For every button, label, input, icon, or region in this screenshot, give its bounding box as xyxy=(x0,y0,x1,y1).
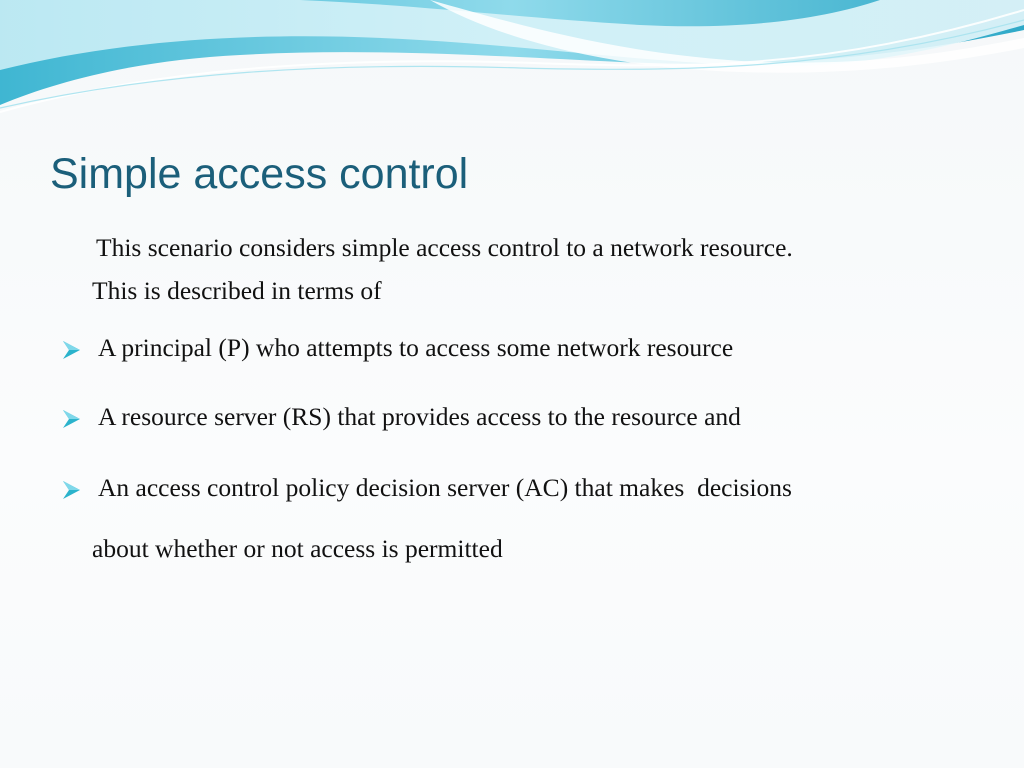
slide-title: Simple access control xyxy=(50,150,469,198)
bullet-continuation-text: about whether or not access is permitted xyxy=(92,534,503,563)
bullet-text: An access control policy decision server (AC) that makes decisions xyxy=(98,473,792,502)
bullet-text: A principal (P) who attempts to access some network resource xyxy=(98,333,734,362)
intro-paragraph xyxy=(92,226,992,312)
bullet-item xyxy=(60,333,733,363)
arrow-bullet-icon xyxy=(60,479,98,501)
header-wave-decoration xyxy=(0,0,1024,130)
bullet-text: A resource server (RS) that provides access to the resource and xyxy=(98,402,741,431)
bullet-item xyxy=(60,473,792,503)
arrow-bullet-icon xyxy=(60,408,98,430)
bullet-item xyxy=(60,402,741,432)
arrow-bullet-icon xyxy=(60,339,98,361)
intro-line-2: This is described in terms of xyxy=(92,276,382,305)
intro-line-1: This scenario considers simple access control to a network resource. xyxy=(96,233,793,262)
